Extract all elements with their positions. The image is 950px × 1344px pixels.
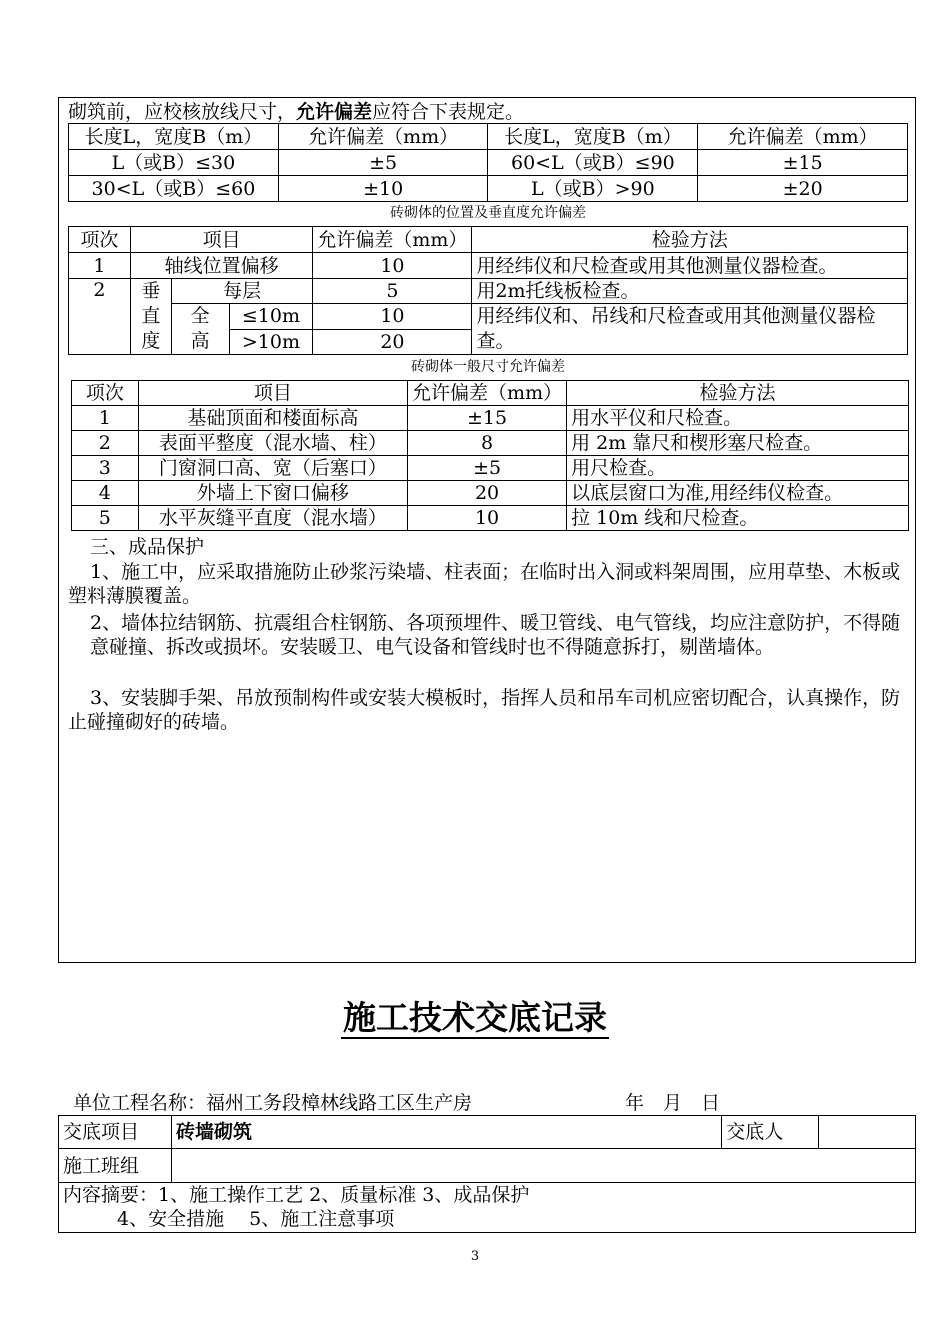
paragraph-2: 2、墙体拉结钢筋、抗震组合柱钢筋、各项预埋件、暖卫管线、电气管线，均应注意防护，不得随意碰撞、拆改或损坏。安装暖卫、电气设备和管线时也不得随意拆打，剔凿墙体。 <box>90 612 901 658</box>
table-cell: 用经纬仪和尺检查或用其他测量仪器检查。 <box>472 253 908 279</box>
table-size-tolerance <box>71 380 909 531</box>
table-header: 允许偏差（mm） <box>698 124 908 150</box>
table-cell: 20 <box>313 329 472 355</box>
team-label: 施工班组 <box>59 1149 172 1183</box>
table-header: 长度L，宽度B（m） <box>69 124 279 150</box>
table-row <box>59 1116 916 1149</box>
person-label: 交底人 <box>722 1116 819 1149</box>
table-cell: 3 <box>72 456 139 481</box>
table-cell: 外墙上下窗口偏移 <box>138 481 407 506</box>
table-row <box>72 506 909 531</box>
table-header: 长度L，宽度B（m） <box>488 124 698 150</box>
table-cell: 10 <box>313 304 472 330</box>
vertical-char: 全 <box>190 305 210 327</box>
table-cell: L（或B）>90 <box>488 176 698 202</box>
table-cell: ±5 <box>278 150 488 176</box>
table3-caption: 砖砌体一般尺寸允许偏差 <box>411 359 565 375</box>
table-cell: 8 <box>408 431 567 456</box>
unit-line: 单位工程名称：福州工务段樟林线路工区生产房 <box>73 1092 473 1114</box>
table-header: 项目 <box>138 381 407 406</box>
table-cell: 10 <box>408 506 567 531</box>
table-header: 允许偏差（mm） <box>278 124 488 150</box>
table-cell: 用尺检查。 <box>567 456 909 481</box>
record-title <box>0 992 950 1039</box>
table-layout-tolerance <box>68 123 908 202</box>
table-cell: 水平灰缝平直度（混水墙） <box>138 506 407 531</box>
table-position-tolerance <box>68 226 908 355</box>
item-value: 砖墙砌筑 <box>171 1116 721 1149</box>
table-header: 检验方法 <box>567 381 909 406</box>
table-row <box>69 150 908 176</box>
table-cell: 轴线位置偏移 <box>130 253 313 279</box>
table-cell: 60<L（或B）≤90 <box>488 150 698 176</box>
table-cell: 基础顶面和楼面标高 <box>138 406 407 431</box>
table-cell: ±5 <box>408 456 567 481</box>
person-value <box>819 1116 916 1149</box>
page-number: 3 <box>470 1249 480 1264</box>
table-row <box>72 431 909 456</box>
vertical-char: 度 <box>141 330 161 352</box>
table-row <box>69 279 908 304</box>
table-cell: ±15 <box>698 150 908 176</box>
table-cell: 每层 <box>171 279 313 304</box>
team-value <box>171 1149 915 1183</box>
table-cell: 1 <box>69 253 131 279</box>
vertical-char: 高 <box>190 330 210 352</box>
table-row <box>72 456 909 481</box>
full-height-label <box>171 304 229 355</box>
table-cell: 30<L（或B）≤60 <box>69 176 279 202</box>
intro-bold: 允许偏差 <box>296 101 373 123</box>
table-cell: 4 <box>72 481 139 506</box>
record-table <box>58 1115 916 1233</box>
intro-prefix: 砌筑前，应校核放线尺寸， <box>68 101 297 123</box>
table2-caption: 砖砌体的位置及垂直度允许偏差 <box>390 205 586 221</box>
table-cell: >10m <box>229 329 313 355</box>
summary-line-1: 内容摘要：1、施工操作工艺 2、质量标准 3、成品保护 <box>63 1184 530 1206</box>
table-row <box>69 176 908 202</box>
table-cell: 2 <box>69 279 131 355</box>
table-cell: 以底层窗口为准,用经纬仪检查。 <box>567 481 909 506</box>
intro-suffix: 应符合下表规定。 <box>372 101 525 123</box>
date-line: 年 月 日 <box>625 1092 721 1114</box>
table-header: 允许偏差（mm） <box>408 381 567 406</box>
paragraph-3: 3、安装脚手架、吊放预制构件或安装大模板时，指挥人员和吊车司机应密切配合，认真操作，防止碰撞砌好的砖墙。 <box>68 687 901 733</box>
table-cell: 5 <box>313 279 472 304</box>
vertical-char: 垂 <box>141 280 161 302</box>
table-cell: 5 <box>72 506 139 531</box>
table-cell: L（或B）≤30 <box>69 150 279 176</box>
table-cell: 2 <box>72 431 139 456</box>
vertical-label <box>130 279 171 355</box>
table-header: 项次 <box>72 381 139 406</box>
paragraph-1: 1、施工中，应采取措施防止砂浆污染墙、柱表面；在临时出入洞或料架周围，应用草垫、木板或塑料薄膜覆盖。 <box>68 561 901 607</box>
table-header: 项目 <box>130 227 313 253</box>
table-row <box>59 1183 916 1233</box>
table-header: 项次 <box>69 227 131 253</box>
item-label: 交底项目 <box>59 1116 172 1149</box>
table-cell: 1 <box>72 406 139 431</box>
vertical-char: 直 <box>141 305 161 327</box>
table-cell: 门窗洞口高、宽（后塞口） <box>138 456 407 481</box>
table-row <box>72 481 909 506</box>
table-row <box>59 1149 916 1183</box>
table-row <box>69 253 908 279</box>
intro-text <box>68 100 524 124</box>
table-row <box>69 304 908 330</box>
table-cell: ±10 <box>278 176 488 202</box>
table-cell: 20 <box>408 481 567 506</box>
table-cell: ≤10m <box>229 304 313 330</box>
table-cell: 表面平整度（混水墙、柱） <box>138 431 407 456</box>
table-cell: 用水平仪和尺检查。 <box>567 406 909 431</box>
record-title-text: 施工技术交底记录 <box>343 998 607 1037</box>
table-cell: 拉 10m 线和尺检查。 <box>567 506 909 531</box>
summary-cell <box>59 1183 916 1233</box>
table-cell: ±20 <box>698 176 908 202</box>
table-cell: 用经纬仪和、吊线和尺检查或用其他测量仪器检查。 <box>472 304 908 355</box>
table-cell: 10 <box>313 253 472 279</box>
table-cell: 用2m托线板检查。 <box>472 279 908 304</box>
section-heading: 三、成品保护 <box>90 536 205 558</box>
table-cell: 用 2m 靠尺和楔形塞尺检查。 <box>567 431 909 456</box>
table-row <box>72 406 909 431</box>
table-header: 允许偏差（mm） <box>313 227 472 253</box>
summary-line-2: 4、安全措施 5、施工注意事项 <box>117 1208 395 1230</box>
table-header: 检验方法 <box>472 227 908 253</box>
table-cell: ±15 <box>408 406 567 431</box>
